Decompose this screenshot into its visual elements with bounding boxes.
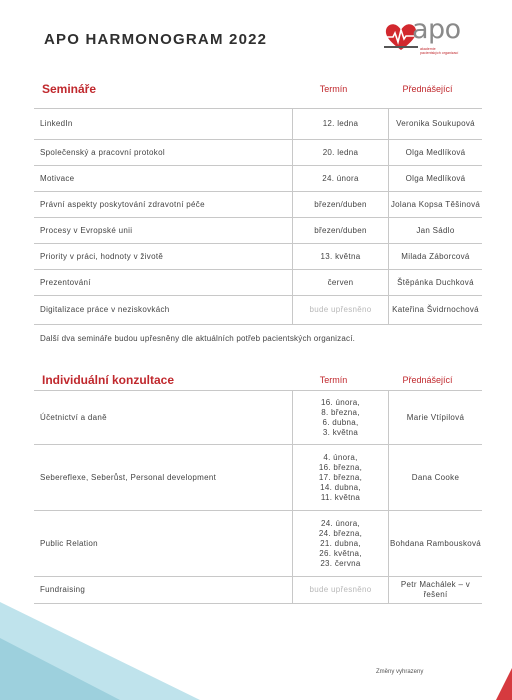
seminar-name: Společenský a pracovní protokol <box>34 140 293 166</box>
consultations-lecturer-header: Přednášející <box>402 375 453 385</box>
consultations-table <box>34 390 482 604</box>
table-row <box>34 109 482 140</box>
table-row <box>34 296 482 325</box>
seminar-term: 13. května <box>293 244 389 270</box>
seminars-title: Semináře <box>42 82 97 96</box>
logo-text: apo <box>412 14 461 45</box>
consultation-lecturer: Bohdana Rambousková <box>389 511 483 577</box>
consultation-date: 16. února, <box>320 397 361 407</box>
seminar-name: Digitalizace práce v neziskovkách <box>34 296 293 325</box>
consultation-dates <box>293 391 389 445</box>
consultation-date: 23. června <box>320 558 361 568</box>
consultation-date: 8. března, <box>321 407 360 417</box>
consultations-term-header: Termín <box>319 375 348 385</box>
seminar-name: Motivace <box>34 166 293 192</box>
consultation-lecturer: Petr Machálek – v řešení <box>389 577 483 604</box>
seminars-lecturer-header: Přednášející <box>402 84 453 94</box>
seminar-lecturer: Olga Medlíková <box>389 140 483 166</box>
consultation-date: 6. dubna, <box>322 417 359 427</box>
consultation-date: 21. dubna, <box>320 538 361 548</box>
table-row <box>34 391 482 445</box>
consultations-title: Individuální konzultace <box>42 373 175 387</box>
consultation-date: 16. března, <box>318 462 363 472</box>
consultation-date: bude upřesněno <box>309 585 372 594</box>
consultation-name: Fundraising <box>34 577 293 604</box>
consultation-date: 4. února, <box>323 452 358 462</box>
page-title: APO HARMONOGRAM 2022 <box>44 31 268 48</box>
seminar-term: 24. února <box>293 166 389 192</box>
consultation-dates <box>293 511 389 577</box>
seminar-term: červen <box>293 270 389 296</box>
seminars-table <box>34 108 482 325</box>
seminar-name: Prezentování <box>34 270 293 296</box>
seminar-lecturer: Milada Záborcová <box>389 244 483 270</box>
consultation-lecturer: Marie Vtípilová <box>389 391 483 445</box>
consultation-name: Sebereflexe, Seberůst, Personal development <box>34 445 293 511</box>
seminar-term: 12. ledna <box>293 109 389 140</box>
seminars-term-header: Termín <box>319 84 348 94</box>
seminar-term: březen/duben <box>293 218 389 244</box>
seminar-name: Procesy v Evropské unii <box>34 218 293 244</box>
seminar-lecturer: Jan Sádlo <box>389 218 483 244</box>
consultation-date: 24. března, <box>318 528 363 538</box>
corner-decoration <box>0 590 512 700</box>
table-row <box>34 192 482 218</box>
seminars-note: Další dva semináře budou upřesněny dle aktuálních potřeb pacientských organizací. <box>40 334 356 343</box>
consultations-section <box>34 373 482 604</box>
apo-logo <box>384 14 484 58</box>
consultation-lecturer: Dana Cooke <box>389 445 483 511</box>
seminar-term: 20. ledna <box>293 140 389 166</box>
footer-note: Změny vyhrazeny <box>376 669 424 675</box>
consultation-date: 14. dubna, <box>320 482 361 492</box>
table-row <box>34 270 482 296</box>
consultation-name: Public Relation <box>34 511 293 577</box>
seminar-term: bude upřesněno <box>293 296 389 325</box>
logo-subtitle-2: pacientských organizací <box>420 51 459 55</box>
table-row <box>34 511 482 577</box>
seminar-lecturer: Jolana Kopsa Těšinová <box>389 192 483 218</box>
seminar-name: LinkedIn <box>34 109 293 140</box>
consultation-name: Účetnictví a daně <box>34 391 293 445</box>
seminar-lecturer: Olga Medlíková <box>389 166 483 192</box>
table-row <box>34 445 482 511</box>
seminar-term: březen/duben <box>293 192 389 218</box>
table-row <box>34 244 482 270</box>
consultation-date: 17. března, <box>318 472 363 482</box>
seminar-name: Právní aspekty poskytování zdravotní péče <box>34 192 293 218</box>
consultation-date: 3. května <box>322 427 359 437</box>
table-row <box>34 140 482 166</box>
consultation-date: 26. května, <box>319 548 362 558</box>
logo-subtitle-1: akademie <box>420 47 436 51</box>
table-row <box>34 218 482 244</box>
seminar-name: Priority v práci, hodnoty v životě <box>34 244 293 270</box>
seminar-lecturer: Kateřina Švidrnochová <box>389 296 483 325</box>
consultation-date: 11. května <box>320 492 361 502</box>
consultation-date: 24. února, <box>320 518 361 528</box>
seminar-lecturer: Veronika Soukupová <box>389 109 483 140</box>
table-row <box>34 166 482 192</box>
seminars-section <box>34 82 481 343</box>
seminar-lecturer: Štěpánka Duchková <box>389 270 483 296</box>
consultation-dates <box>293 445 389 511</box>
